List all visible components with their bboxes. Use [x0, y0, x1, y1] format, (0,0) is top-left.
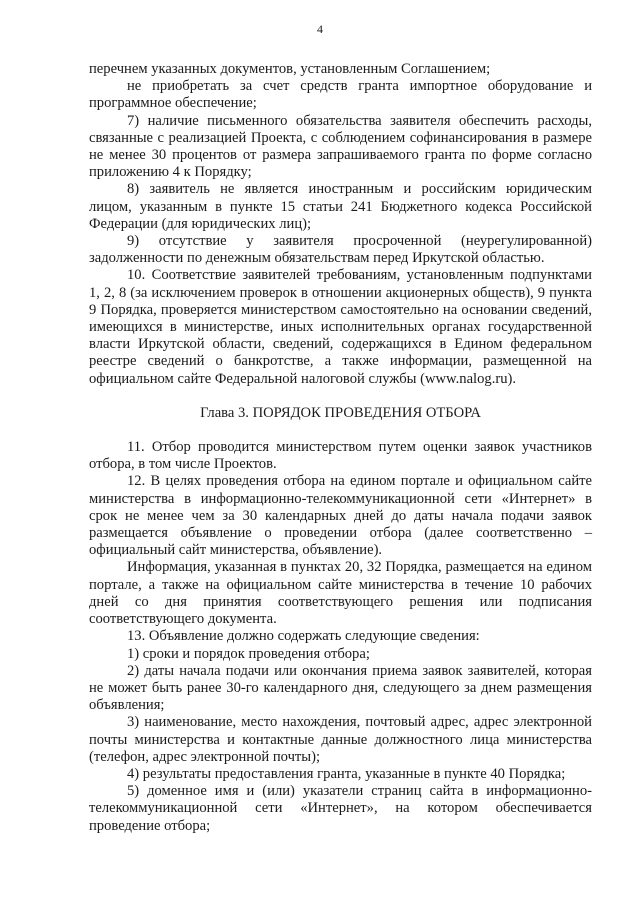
document-body [89, 61, 592, 835]
paragraph: 12. В целях проведения отбора на едином портале и официальном сайте министерства в информационно-телекоммуникационной сети «Интернет» в срок не менее чем за 30 календарных дней до даты начала подачи заявок размещается объявление о проведении отбора (далее соответственно – официальный сайт министерства, объявление). [89, 473, 592, 559]
paragraph: 1) сроки и порядок проведения отбора; [127, 645, 370, 662]
section-before [89, 61, 592, 388]
paragraph: 5) доменное имя и (или) указатели страниц сайта в информационно-телекоммуникационной сети «Интернет», на котором обеспечивается проведение отбора; [89, 783, 592, 834]
paragraph: 13. Объявление должно содержать следующие сведения: [127, 628, 480, 645]
paragraph: 8) заявитель не является иностранным и российским юридическим лицом, указанным в пункте 15 статьи 241 Бюджетного кодекса Российской Федерации (для юридических лиц); [89, 181, 592, 232]
chapter-heading: Глава 3. ПОРЯДОК ПРОВЕДЕНИЯ ОТБОРА [200, 404, 481, 421]
paragraph: не приобретать за счет средств гранта импортное оборудование и программное обеспечение; [89, 78, 592, 112]
paragraph: 3) наименование, место нахождения, почтовый адрес, адрес электронной почты министерства и контактные данные должностного лица министерства (телефон, адрес электронной почты); [89, 714, 592, 765]
paragraph: 9) отсутствие у заявителя просроченной (неурегулированной) задолженности по денежным обязательствам перед Иркутской областью. [89, 233, 592, 267]
paragraph: 10. Соответствие заявителей требованиям, установленным подпунктами 1, 2, 8 (за исключением проверок в отношении акционерных обществ), 9 пункта 9 Порядка, проверяется министерством самостоятельно на основании сведений, имеющихся в министерстве, иных исполнительных органах государственной власти Иркутской области, сведений, содержащихся в Едином федеральном реестре сведений о банкротстве, а также информации, размещенной на официальном сайте Федеральной налоговой службы (www.nalog.ru). [89, 267, 592, 387]
section-after [89, 439, 592, 835]
paragraph: 4) результаты предоставления гранта, указанные в пункте 40 Порядка; [127, 765, 566, 782]
paragraph: 7) наличие письменного обязательства заявителя обеспечить расходы, связанные с реализацией Проекта, с соблюдением софинансирования в размере не менее 30 процентов от размера запрашиваемого гранта по форме согласно приложению 4 к Порядку; [89, 112, 592, 181]
paragraph: перечнем указанных документов, установленным Соглашением; [89, 61, 491, 77]
paragraph: Информация, указанная в пунктах 20, 32 Порядка, размещается на едином портале, а также на официальном сайте министерства в течение 10 рабочих дней со дня принятия соответствующего решения или подписания соответствующего документа. [89, 559, 592, 628]
paragraph: 11. Отбор проводится министерством путем оценки заявок участников отбора, в том числе Проектов. [89, 439, 592, 473]
page-number: 4 [317, 22, 323, 36]
paragraph: 2) даты начала подачи или окончания приема заявок заявителей, которая не может быть ранее 30-го календарного дня, следующего за днем размещения объявления; [89, 662, 592, 714]
